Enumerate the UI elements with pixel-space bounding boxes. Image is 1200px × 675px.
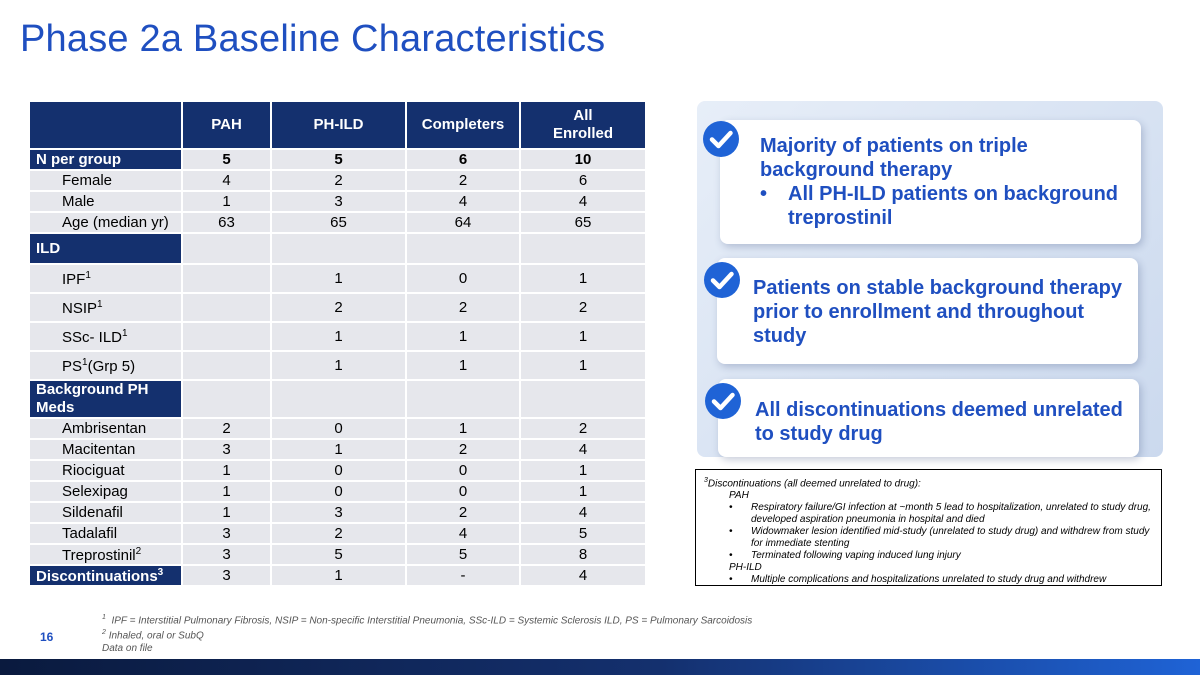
note-item: • Multiple complications and hospitalizations unrelated to study drug and withdrew: [729, 574, 1107, 586]
cell: [182, 233, 271, 264]
table-header-row: [29, 101, 646, 149]
cell: 1: [182, 481, 271, 502]
row-label: Macitentan: [29, 439, 182, 460]
cell: -: [406, 565, 520, 586]
cell: 2: [406, 170, 520, 191]
row-label: $PS^1(Grp$ 5): [29, 351, 182, 380]
note-item: • Respiratory failure/GI infection at ~month 5 lead to hospitalization, unrelated to study drug, developed aspiration pneumonia in hospital and died: [729, 502, 1151, 526]
baseline-table: [28, 100, 647, 587]
cell: 2: [271, 523, 406, 544]
callout-1-text: Majority of patients on triple background therapy: [760, 135, 1028, 181]
table-row: [29, 460, 646, 481]
note-item: • Widowmaker lesion identified mid-study (unrelated to study drug) and withdrew from study for immediate stenting: [729, 526, 1150, 550]
cell: 3: [271, 502, 406, 523]
callout-card-3: [718, 379, 1139, 457]
cell: 1: [182, 191, 271, 212]
cell: 1: [406, 322, 520, 351]
table-row: [29, 523, 646, 544]
cell: 6: [520, 170, 646, 191]
callout-3-text: All discontinuations deemed unrelated to study drug: [755, 399, 1123, 445]
table-row: [29, 439, 646, 460]
footer-bar: [0, 659, 1200, 675]
table-row: [29, 481, 646, 502]
row-label: IPF$^1$: [29, 264, 182, 293]
table-row: [29, 212, 646, 233]
cell: 3: [182, 544, 271, 565]
cell: 65: [520, 212, 646, 233]
callout-2-text: Patients on stable background therapy prior to enrollment and throughout study: [753, 277, 1122, 347]
cell: [406, 233, 520, 264]
cell: [182, 380, 271, 418]
cell: 5: [520, 523, 646, 544]
note-item: • Terminated following vaping induced lung injury: [729, 550, 961, 562]
table-row: [29, 149, 646, 170]
table-row: [29, 380, 646, 418]
header-all-enrolled: All Enrolled: [520, 101, 646, 149]
header-pah: PAH: [182, 101, 271, 149]
cell: [182, 351, 271, 380]
section-label: Background PH Meds: [29, 380, 182, 418]
footnote-2: $^2$ Inhaled, oral or SubQ: [102, 629, 204, 642]
cell: 0: [271, 460, 406, 481]
cell: 3: [182, 439, 271, 460]
header-phild: PH-ILD: [271, 101, 406, 149]
cell: [182, 322, 271, 351]
cell: 1: [182, 502, 271, 523]
cell: 2: [520, 418, 646, 439]
row-label: Selexipag: [29, 481, 182, 502]
cell: 3: [271, 191, 406, 212]
note-pah-label: PAH: [729, 490, 749, 502]
footnote-3: Data on file: [102, 642, 153, 654]
page-number: 16: [40, 630, 54, 644]
cell: 5: [406, 544, 520, 565]
cell: 4: [406, 191, 520, 212]
cell: 3: [182, 565, 271, 586]
cell: 1: [271, 264, 406, 293]
cell: 4: [520, 191, 646, 212]
cell: 5: [182, 149, 271, 170]
section-label: ILD: [29, 233, 182, 264]
cell: 1: [406, 351, 520, 380]
note-phild-label: PH-ILD: [729, 562, 762, 574]
cell: 2: [406, 293, 520, 322]
cell: 2: [406, 439, 520, 460]
table-row: [29, 502, 646, 523]
discontinuations-note: [695, 469, 1162, 586]
table-row: [29, 264, 646, 293]
cell: 6: [406, 149, 520, 170]
cell: 1: [271, 351, 406, 380]
footnote-1: $^1$ IPF = Interstitial Pulmonary Fibrosis, NSIP = Non-specific Interstitial Pneumonia, SSc-ILD = Systemic Sclerosis ILD, PS = Pulmonary Sarcoidosis: [102, 614, 753, 627]
cell: 64: [406, 212, 520, 233]
cell: 1: [520, 351, 646, 380]
row-label: Riociguat: [29, 460, 182, 481]
header-blank: [29, 101, 182, 149]
cell: 1: [406, 418, 520, 439]
check-circle-icon: [703, 121, 739, 157]
cell: 1: [271, 565, 406, 586]
cell: 1: [520, 322, 646, 351]
table-row: [29, 322, 646, 351]
table-row: [29, 418, 646, 439]
cell: 0: [406, 481, 520, 502]
row-label: N per group: [29, 149, 182, 170]
row-label: Female: [29, 170, 182, 191]
cell: 4: [182, 170, 271, 191]
row-label: NSIP$^1$: [29, 293, 182, 322]
page-title: Phase 2a Baseline Characteristics: [20, 18, 606, 60]
cell: 10: [520, 149, 646, 170]
table-row: [29, 293, 646, 322]
cell: 5: [271, 149, 406, 170]
header-completers: Completers: [406, 101, 520, 149]
cell: 1: [520, 264, 646, 293]
row-label: Male: [29, 191, 182, 212]
cell: 4: [520, 502, 646, 523]
row-label: Tadalafil: [29, 523, 182, 544]
callout-card-1: [720, 120, 1141, 244]
cell: 0: [271, 418, 406, 439]
cell: [182, 264, 271, 293]
cell: [271, 233, 406, 264]
callout-card-2: [717, 258, 1138, 364]
cell: 4: [520, 565, 646, 586]
table-row: [29, 233, 646, 264]
cell: 1: [271, 322, 406, 351]
cell: 0: [406, 264, 520, 293]
check-circle-icon: [704, 262, 740, 298]
row-label: Sildenafil: [29, 502, 182, 523]
cell: 1: [182, 460, 271, 481]
cell: 63: [182, 212, 271, 233]
cell: 3: [182, 523, 271, 544]
cell: [406, 380, 520, 418]
cell: 8: [520, 544, 646, 565]
cell: 2: [271, 170, 406, 191]
check-circle-icon: [705, 383, 741, 419]
row-label: SSc- ILD$^1$: [29, 322, 182, 351]
cell: 5: [271, 544, 406, 565]
cell: 1: [520, 481, 646, 502]
cell: 0: [271, 481, 406, 502]
cell: [182, 293, 271, 322]
cell: 65: [271, 212, 406, 233]
cell: 2: [271, 293, 406, 322]
row-label: Ambrisentan: [29, 418, 182, 439]
row-label: Discontinuations$^3$: [29, 565, 182, 586]
note-heading: $^3$Discontinuations (all deemed unrelated to drug):: [704, 477, 921, 490]
cell: 1: [271, 439, 406, 460]
table-row: [29, 170, 646, 191]
cell: 2: [182, 418, 271, 439]
table-row: [29, 565, 646, 586]
cell: 2: [406, 502, 520, 523]
cell: [520, 233, 646, 264]
table-row: [29, 191, 646, 212]
cell: 2: [520, 293, 646, 322]
cell: 4: [406, 523, 520, 544]
table-row: [29, 544, 646, 565]
footnotes: [102, 612, 752, 655]
row-label: Age (median yr): [29, 212, 182, 233]
row-label: Treprostinil$^2$: [29, 544, 182, 565]
cell: 1: [520, 460, 646, 481]
table-row: [29, 351, 646, 380]
cell: 4: [520, 439, 646, 460]
callout-1-bullet: • All PH-ILD patients on background treprostinil: [760, 183, 1119, 229]
cell: [271, 380, 406, 418]
cell: 0: [406, 460, 520, 481]
cell: [520, 380, 646, 418]
